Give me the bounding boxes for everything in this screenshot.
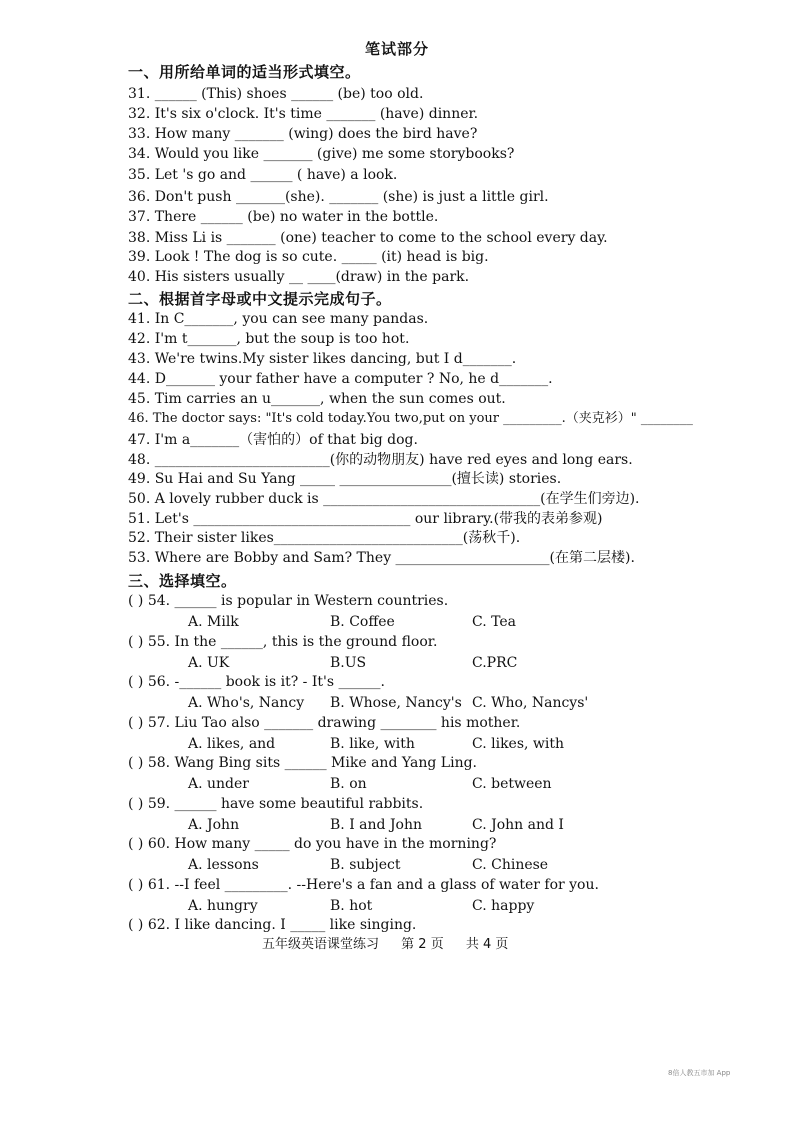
footer-grade: 五年级英语课堂练习 xyxy=(262,937,380,952)
option-c: C. Tea xyxy=(472,614,516,630)
question-35: 35. Let 's go and ______ ( have) a look. xyxy=(128,167,398,183)
mc-question-61: ( ) 61. --I feel _________. --Here's a fan and a glass of water for you. xyxy=(128,876,599,893)
option-c: C. Who, Nancys' xyxy=(472,695,589,711)
option-b: B. on xyxy=(330,776,367,792)
option-a: A. Milk xyxy=(188,614,239,630)
question-36: 36. Don't push _______(she). _______ (she) is just a little girl. xyxy=(128,189,549,205)
question-38: 38. Miss Li is _______ (one) teacher to come to the school every day. xyxy=(128,230,608,246)
question-39: 39. Look ! The dog is so cute. _____ (it) head is big. xyxy=(128,249,489,265)
watermark: 8倍人教五市加 App xyxy=(668,1069,731,1077)
option-b: B. hot xyxy=(330,897,373,914)
option-c: C. John and I xyxy=(472,816,564,833)
option-a: A. UK xyxy=(188,654,230,671)
option-a: A. hungry xyxy=(188,897,258,914)
page-title: 笔试部分 xyxy=(364,40,429,58)
question-42: 42. I'm t_______, but the soup is too hot. xyxy=(128,331,410,347)
option-b: B. Whose, Nancy's xyxy=(330,695,462,711)
mc-question-59: ( ) 59. ______ have some beautiful rabbits. xyxy=(128,795,424,812)
mc-question-54: ( ) 54. ______ is popular in Western countries. xyxy=(128,593,449,609)
mc-question-62: ( ) 62. I like dancing. I _____ like singing. xyxy=(128,917,417,933)
question-51: 51. Let's _______________________________ our library.(带我的表弟参观) xyxy=(128,511,603,527)
section-heading-3: 三、选择填空。 xyxy=(128,572,237,590)
option-b: B. subject xyxy=(330,857,401,873)
option-a: A. lessons xyxy=(188,857,259,873)
question-52: 52. Their sister likes___________________________(荡秋千). xyxy=(128,530,521,546)
question-50: 50. A lovely rubber duck is _______________________________(在学生们旁边). xyxy=(128,491,640,507)
option-a: A. John xyxy=(188,816,240,833)
option-a: A. under xyxy=(188,776,249,792)
section-heading-1: 一、用所给单词的适当形式填空。 xyxy=(128,63,361,81)
option-b: B. like, with xyxy=(330,735,415,752)
section-heading-2: 二、根据首字母或中文提示完成句子。 xyxy=(128,290,392,308)
option-b: B.US xyxy=(330,654,367,671)
question-46: 46. The doctor says: "It's cold today.You two,put on your _________.（夹克衫）" ________ xyxy=(128,411,693,426)
question-48: 48. _________________________(你的动物朋友) have red eyes and long ears. xyxy=(128,452,633,468)
question-40: 40. His sisters usually __ ____(draw) in the park. xyxy=(128,269,470,285)
option-c: C. between xyxy=(472,776,552,792)
question-45: 45. Tim carries an u_______, when the sun comes out. xyxy=(128,391,506,407)
question-37: 37. There ______ (be) no water in the bottle. xyxy=(128,209,439,225)
option-c: C. Chinese xyxy=(472,857,549,873)
question-53: 53. Where are Bobby and Sam? They ______________________(在第二层楼). xyxy=(128,550,635,566)
question-43: 43. We're twins.My sister likes dancing, but I d_______. xyxy=(128,351,517,367)
option-b: B. Coffee xyxy=(330,614,395,630)
footer-page: 第 2 页 xyxy=(401,937,444,952)
mc-question-60: ( ) 60. How many _____ do you have in the morning? xyxy=(128,836,497,852)
question-47: 47. I'm a_______（害怕的）of that big dog. xyxy=(128,432,418,448)
option-c: C. likes, with xyxy=(472,735,565,752)
option-c: C.PRC xyxy=(472,654,518,671)
question-34: 34. Would you like _______ (give) me some storybooks? xyxy=(128,146,515,162)
question-49: 49. Su Hai and Su Yang _____ ________________(擅长读) stories. xyxy=(128,471,562,487)
footer-total: 共 4 页 xyxy=(465,937,509,952)
question-32: 32. It's six o'clock. It's time _______ (have) dinner. xyxy=(128,106,479,122)
mc-question-56: ( ) 56. -______ book is it? - It's ______. xyxy=(128,674,385,690)
question-33: 33. How many _______ (wing) does the bird have? xyxy=(128,126,478,142)
question-41: 41. In C_______, you can see many pandas. xyxy=(128,311,429,327)
question-31: 31. ______ (This) shoes ______ (be) too old. xyxy=(128,86,424,102)
option-c: C. happy xyxy=(472,897,535,914)
page-footer xyxy=(262,933,526,952)
option-a: A. Who's, Nancy xyxy=(188,695,305,711)
option-b: B. I and John xyxy=(330,816,423,833)
question-44: 44. D_______ your father have a computer ? No, he d_______. xyxy=(128,371,553,387)
mc-question-58: ( ) 58. Wang Bing sits ______ Mike and Yang Ling. xyxy=(128,755,477,771)
mc-question-55: ( ) 55. In the ______, this is the ground floor. xyxy=(128,633,438,650)
option-a: A. likes, and xyxy=(188,735,276,752)
mc-question-57: ( ) 57. Liu Tao also _______ drawing ________ his mother. xyxy=(128,714,521,731)
